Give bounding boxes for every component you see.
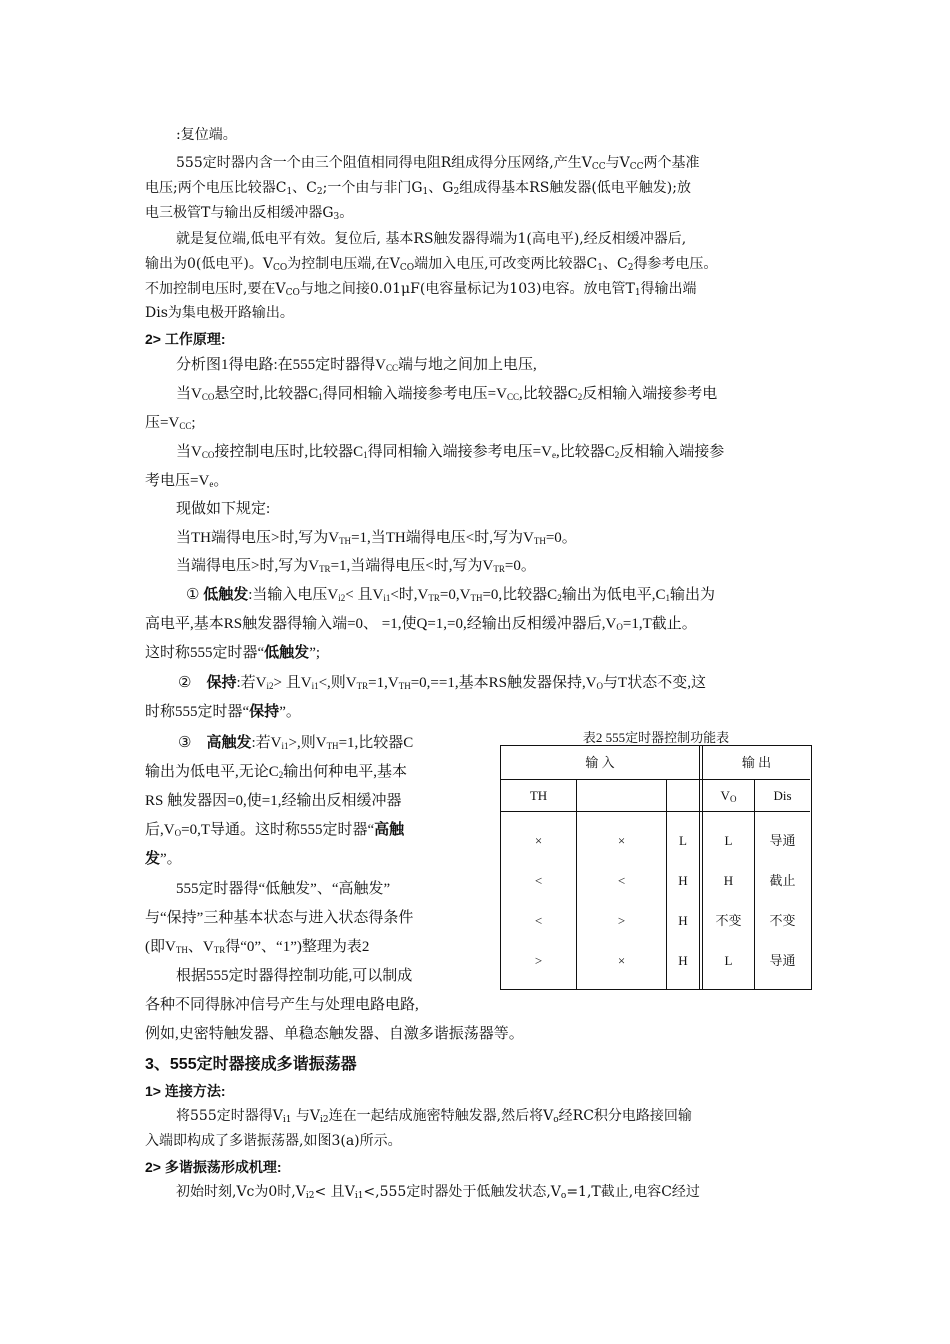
table-cell: 不变	[769, 913, 796, 928]
text-line: 电压;两个电压比较器$C_1$、$C_2$;一个由与非门$G_1$、$G_2$组成得基本RS触发器(低电平触发);放	[145, 180, 691, 197]
table-cell: L	[724, 833, 733, 848]
table-cell: 导通	[769, 953, 796, 968]
text-line: 时称555定时器“保持”。	[145, 704, 301, 720]
table-divider	[699, 746, 700, 989]
text-line: 例如,史密特触发器、单稳态触发器、自激多谐振荡器等。	[145, 1026, 524, 1042]
text-line: 根据555定时器得控制功能,可以制成	[176, 968, 413, 984]
text-line: 555定时器内含一个由三个阻值相同得电阻R组成得分压网络,产生$V_{CC}$与$V_{CC}$两个基准	[176, 155, 700, 172]
table-cell: <	[534, 913, 543, 928]
table-col-th: TH	[529, 788, 548, 803]
text-line: 输出为低电平,无论$C_2$输出何种电平,基本	[145, 764, 408, 780]
table-col-dis: Dis	[773, 788, 792, 803]
text-line: 初始时刻,Vc为0时$,V_{i2}<$ 且$V_{i1}<,555$定时器处于低触发状态$,V_o=1,T$截止,电容C经过	[176, 1184, 700, 1201]
table-cell: H	[723, 873, 734, 888]
table-cell: L	[724, 953, 733, 968]
table-cell: >	[617, 913, 626, 928]
text-line: 这时称555定时器“低触发”;	[145, 645, 321, 661]
text-line: ③ 高触发:若$V_{i1}>$,则$V_{TH}=1$,比较器C	[178, 735, 414, 751]
text-line: 电三极管T与输出反相缓冲器$G_3$。	[145, 205, 354, 222]
section-heading: 2> 工作原理:	[145, 331, 226, 347]
table-cell: H	[678, 953, 688, 968]
text-line: ② 保持:若$V_{i2}>$ 且$V_{i1}<$,则$V_{TR}=1,V_{TH}=0,==1$,基本RS触发器保持$,V_O$与T状态不变,这	[178, 675, 706, 691]
text-line: 当$V_{CO}$接控制电压时,比较器$C_1$得同相输入端接参考电压$=V_e$,比较器$C_2$反相输入端接参	[176, 444, 725, 460]
table-cell: L	[679, 833, 687, 848]
text-line: 将555定时器得$V_{i1}$ 与$V_{i2}$连在一起结成施密特触发器,然后将$V_o$经RC积分电路接回输	[176, 1108, 692, 1125]
table-cell: H	[678, 873, 688, 888]
text-line: 考电压$=V_e$。	[145, 473, 229, 489]
table-cell: >	[534, 953, 543, 968]
text-line: 就是复位端,低电平有效。复位后, 基本RS触发器得端为1(高电平),经反相缓冲器后,	[176, 231, 687, 247]
text-line: 555定时器得“低触发”、“高触发”	[176, 881, 391, 897]
text-line: 入端即构成了多谐振荡器,如图3(a)所示。	[145, 1133, 402, 1149]
table-cell: 不变	[715, 913, 742, 928]
text-line: 后$,V_O=0,T$导通。这时称555定时器“高触	[145, 822, 405, 838]
text-line: :复位端。	[176, 127, 237, 143]
table-cell: 截止	[769, 873, 796, 888]
text-line: 分析图1得电路:在555定时器得$V_{CC}$端与地之间加上电压,	[176, 357, 537, 373]
text-line: RS 触发器因=0,使=1,经输出反相缓冲器	[145, 793, 402, 809]
table-cell: 导通	[769, 833, 796, 848]
table-cell: <	[534, 873, 543, 888]
text-line: 现做如下规定:	[176, 501, 271, 517]
text-line: 与“保持”三种基本状态与进入状态得条件	[145, 910, 414, 926]
text-line: 各种不同得脉冲信号产生与处理电路电路,	[145, 997, 419, 1013]
table-divider	[501, 779, 810, 780]
text-line: 发”。	[145, 851, 182, 867]
subsection-heading: 2> 多谐振荡形成机理:	[145, 1159, 282, 1175]
text-line: 高电平,基本RS触发器得输入端=0、 =1,使Q=1,=0,经输出反相缓冲器后$,V_O=1,T$截止。	[145, 616, 697, 632]
text-line: (即$V_{TH}$、$V_{TR}$得“0”、“1”)整理为表2	[145, 939, 370, 955]
text-line: 压$=V_{CC}$;	[145, 415, 196, 431]
table-cell: H	[678, 913, 688, 928]
section-heading: 3、555定时器接成多谐振荡器	[145, 1056, 357, 1073]
subsection-heading: 1> 连接方法:	[145, 1083, 226, 1099]
control-function-table	[500, 745, 812, 990]
table-cell: ×	[617, 833, 626, 848]
table-cell: ×	[617, 953, 626, 968]
text-line: ① 低触发:当输入电压$V_{i2}<$ 且$V_{i1}<$时$,V_{TR}=0,V_{TH}=0$,比较器$C_2$输出为低电平$,C_1$输出为	[186, 587, 715, 603]
text-line: 当TH端得电压>时,写为$V_{TH}=1$,当TH端得电压<时,写为$V_{TH}=0$。	[176, 530, 577, 546]
table-header-input: 输 入	[585, 755, 615, 770]
text-line: Dis为集电极开路输出。	[145, 305, 294, 321]
table-cell: ×	[534, 833, 543, 848]
table-caption: 表2 555定时器控制功能表	[582, 730, 730, 745]
table-divider	[501, 811, 810, 812]
table-col-vo: $V_O$	[720, 788, 737, 804]
text-line: 输出为0(低电平)。$V_{CO}$为控制电压端,在$V_{CO}$端加入电压,可改变两比较器$C_1$、$C_2$得参考电压。	[145, 256, 718, 273]
text-line: 当$V_{CO}$悬空时,比较器$C_1$得同相输入端接参考电压$=V_{CC}$,比较器$C_2$反相输入端接参考电	[176, 386, 718, 402]
text-line: 不加控制电压时,要在$V_{CO}$与地之间接0.01μF(电容量标记为103)电容。放电管$T_1$得输出端	[145, 281, 697, 298]
table-cell: <	[617, 873, 626, 888]
table-header-output: 输 出	[741, 755, 772, 770]
text-line: 当端得电压>时,写为$V_{TR}=1$,当端得电压<时,写为$V_{TR}=0$。	[176, 558, 536, 574]
